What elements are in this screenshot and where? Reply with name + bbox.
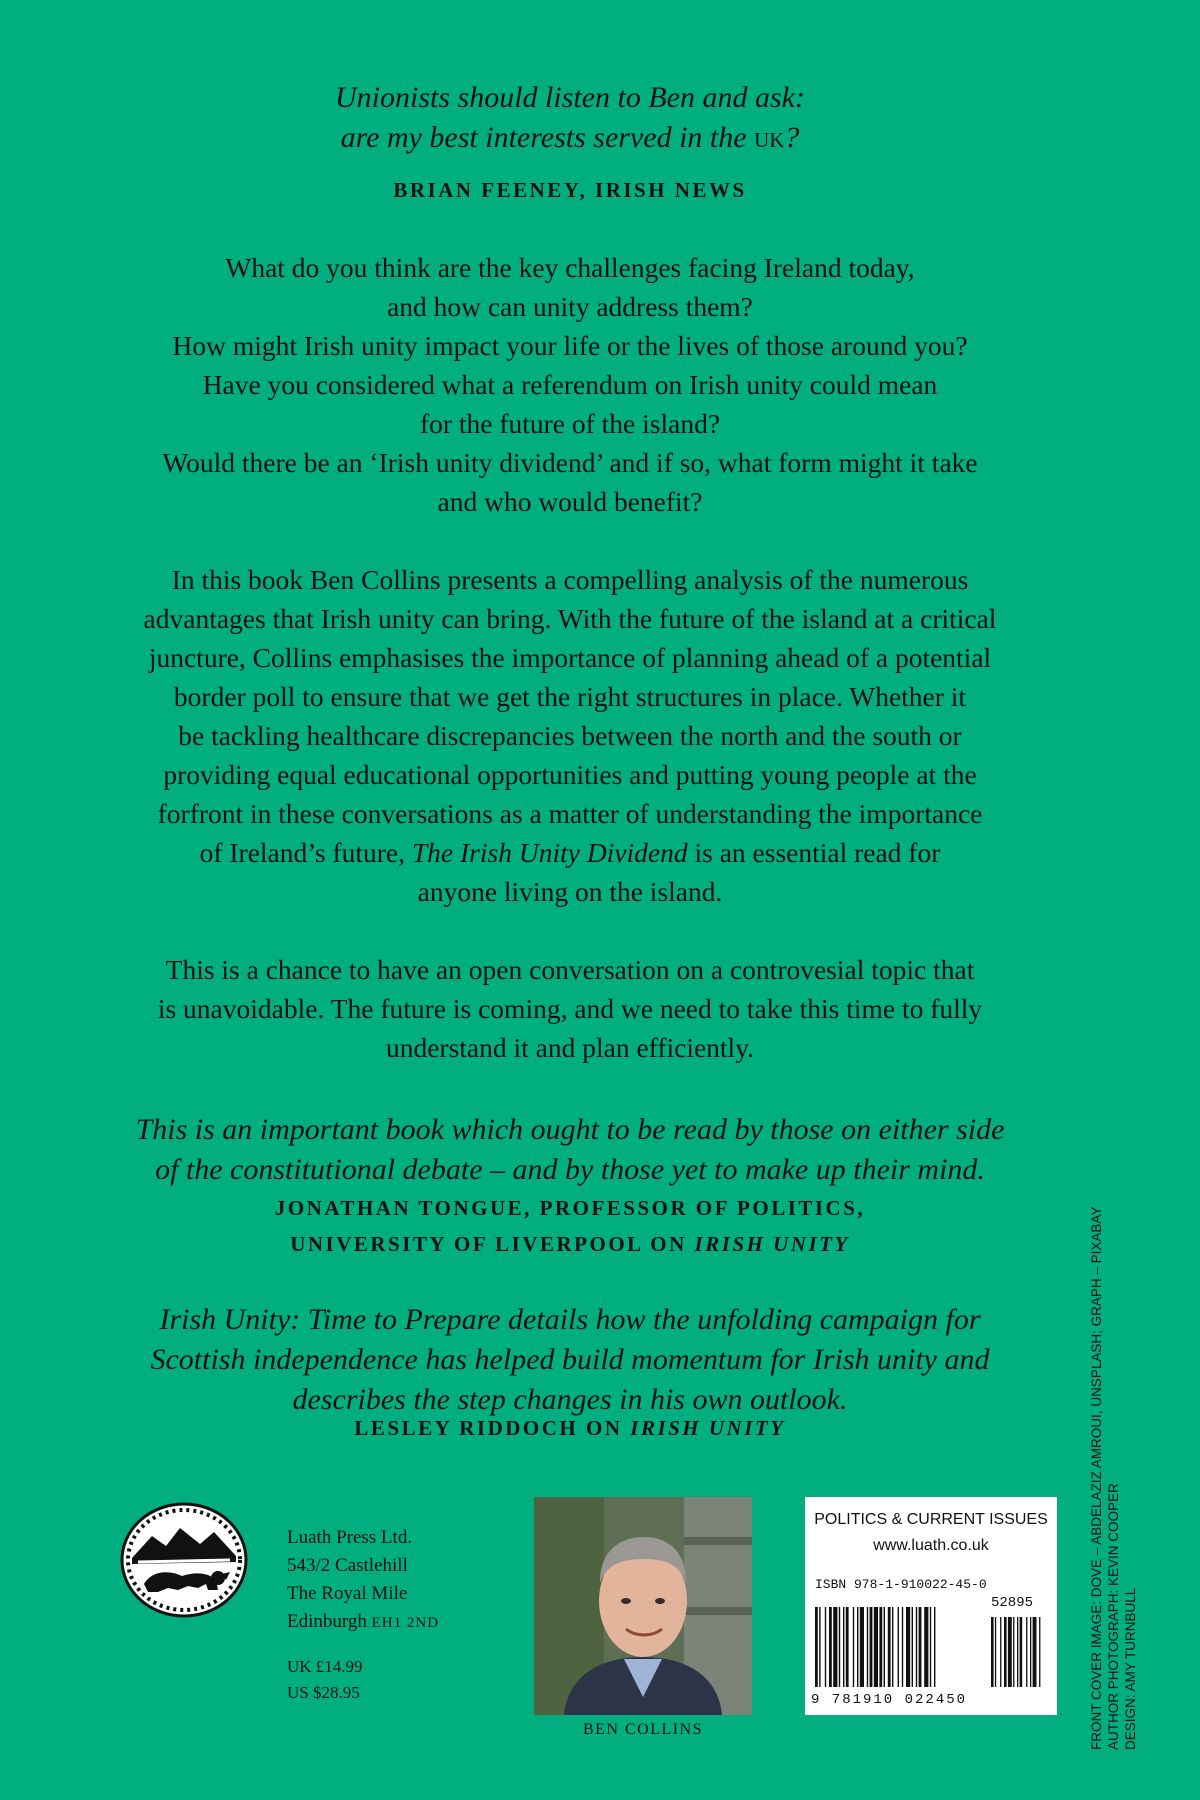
barcode-bar (870, 1607, 873, 1687)
publisher-address (287, 1524, 439, 1637)
barcode-bar (815, 1607, 818, 1687)
question-line: for the future of the island? (419, 408, 721, 439)
quote-brian-feeney (70, 78, 1070, 158)
barcode-bar (924, 1607, 928, 1687)
luath-press-logo-icon (118, 1500, 250, 1620)
quote-line: Irish Unity: Time to Prepare details how the unfolding campaign for (159, 1303, 981, 1336)
questions-paragraph (70, 248, 1070, 521)
attribution-line: UNIVERSITY OF LIVERPOOL ON IRISH UNITY (290, 1232, 850, 1256)
description-line: border poll to ensure that we get the right structures in place. Whether it (173, 681, 967, 712)
question-line: and who would benefit? (437, 486, 703, 517)
price-uk: UK £14.99 (287, 1657, 363, 1676)
description-paragraph (70, 560, 1070, 911)
attribution-line: JONATHAN TONGUE, PROFESSOR OF POLITICS, (274, 1196, 866, 1220)
barcode-bar (919, 1607, 922, 1687)
credit-line: FRONT COVER IMAGE: DOVE – ABDELAZIZ AMROUI, UNSPLASH; GRAPH – PIXABAY (1089, 1206, 1104, 1750)
price-barcode-bar (1008, 1617, 1012, 1687)
barcode-bar (867, 1607, 868, 1687)
isbn-number: ISBN 978-1-910022-45-0 (815, 1577, 987, 1592)
barcode-bar (934, 1607, 935, 1687)
barcode-bar (860, 1607, 864, 1687)
closing-paragraph (70, 950, 1070, 1067)
quote-attribution (70, 1190, 1070, 1262)
barcode-digits: 9 781910 022450 (811, 1692, 968, 1708)
description-line: forfront in these conversations as a matter of understanding the importance (157, 798, 983, 829)
barcode-bar (846, 1607, 849, 1687)
barcode-bar (884, 1607, 885, 1687)
book-title: The Irish Unity Dividend (411, 837, 688, 868)
price-barcode-bar (1026, 1617, 1027, 1687)
description-line: be tackling healthcare discrepancies between the north and the south or (178, 720, 962, 751)
barcode-icon (811, 1607, 1051, 1693)
publisher-city-line: Edinburgh EH1 2ND (287, 1611, 440, 1632)
barcode-bar (853, 1607, 854, 1687)
quote-lesley-riddoch (70, 1300, 1070, 1420)
quote-line: are my best interests served in the uk? (340, 121, 800, 154)
question-line: What do you think are the key challenges facing Ireland today, (225, 252, 915, 283)
credit-line: DESIGN: AMY TURNBULL (1123, 1587, 1138, 1750)
barcode-bar (902, 1607, 903, 1687)
price-barcode-bar (1000, 1617, 1001, 1687)
description-line: advantages that Irish unity can bring. With the future of the island at a critical (143, 603, 997, 634)
question-line: Would there be an ‘Irish unity dividend’ and if so, what form might it take (162, 447, 978, 478)
price-code: 52895 (991, 1595, 1034, 1611)
barcode-bar (825, 1607, 826, 1687)
quote-line: describes the step changes in his own outlook. (292, 1383, 848, 1416)
barcode-bar (833, 1607, 837, 1687)
publisher-name: Luath Press Ltd. (287, 1527, 413, 1548)
closing-line: is unavoidable. The future is coming, and we need to take this time to fully (157, 993, 983, 1024)
price-barcode-bar (1004, 1617, 1007, 1687)
barcode-bar (879, 1607, 882, 1687)
price-us: US $28.95 (287, 1683, 360, 1702)
price-barcode-bar (1017, 1617, 1018, 1687)
cover-credits (1088, 1206, 1139, 1750)
publisher-street: 543/2 Castlehill (287, 1555, 408, 1576)
barcode-bar (819, 1607, 820, 1687)
quote-line: Scottish independence has helped build momentum for Irish unity and (150, 1343, 990, 1376)
barcode-bar (874, 1607, 878, 1687)
barcode-bar (916, 1607, 917, 1687)
price-barcode-bar (1013, 1617, 1014, 1687)
description-line: anyone living on the island. (417, 876, 723, 907)
quote-jonathan-tongue (70, 1110, 1070, 1190)
author-caption: BEN COLLINS (582, 1721, 704, 1738)
quote-line: Unionists should listen to Ben and ask: (335, 81, 805, 114)
description-line: providing equal educational opportunities and putting young people at the (163, 759, 977, 790)
question-line: and how can unity address them? (387, 291, 753, 322)
credit-line: AUTHOR PHOTOGRAPH: KEVIN COOPER (1106, 1483, 1121, 1750)
quote-line: This is an important book which ought to be read by those on either side (135, 1113, 1005, 1146)
price-barcode-bar (1033, 1617, 1037, 1687)
description-line: juncture, Collins emphasises the importance of planning ahead of a potential (148, 642, 992, 673)
price-barcode-bar (995, 1617, 996, 1687)
barcode-bar (857, 1607, 858, 1687)
author-portrait-icon (534, 1497, 752, 1715)
quote-line: of the constitutional debate – and by those yet to make up their mind. (155, 1153, 985, 1186)
publisher-area: The Royal Mile (287, 1583, 408, 1604)
book-category: POLITICS & CURRENT ISSUES (814, 1511, 1048, 1528)
barcode-bar (930, 1607, 931, 1687)
price-barcode-bar (1039, 1617, 1040, 1687)
prices (287, 1654, 363, 1706)
author-photo (534, 1497, 752, 1715)
barcode-panel (805, 1497, 1057, 1715)
barcode-bar (829, 1607, 832, 1687)
quote-attribution: BRIAN FEENEY, IRISH NEWS (393, 178, 747, 202)
barcode-bar (912, 1607, 913, 1687)
barcode-bar (892, 1607, 893, 1687)
price-barcode-bar (1030, 1617, 1031, 1687)
barcode-bar (898, 1607, 899, 1687)
uk-abbrev: uk (754, 121, 785, 154)
barcode-bar (839, 1607, 840, 1687)
barcode-bar (843, 1607, 844, 1687)
quote-attribution: LESLEY RIDDOCH ON IRISH UNITY (354, 1416, 786, 1440)
description-line: In this book Ben Collins presents a compelling analysis of the numerous (171, 564, 969, 595)
closing-line: understand it and plan efficiently. (385, 1032, 755, 1063)
closing-line: This is a chance to have an open conversation on a controvesial topic that (165, 954, 975, 985)
question-line: How might Irish unity impact your life or the lives of those around you? (172, 330, 968, 361)
barcode-bar (906, 1607, 910, 1687)
barcode-bar (888, 1607, 891, 1687)
description-line: of Ireland’s future, The Irish Unity Dividend is an essential read for (199, 837, 941, 868)
price-barcode-bar (991, 1617, 994, 1687)
price-barcode-bar (1020, 1617, 1023, 1687)
question-line: Have you considered what a referendum on Irish unity could mean (202, 369, 938, 400)
publisher-website: www.luath.co.uk (873, 1537, 989, 1554)
